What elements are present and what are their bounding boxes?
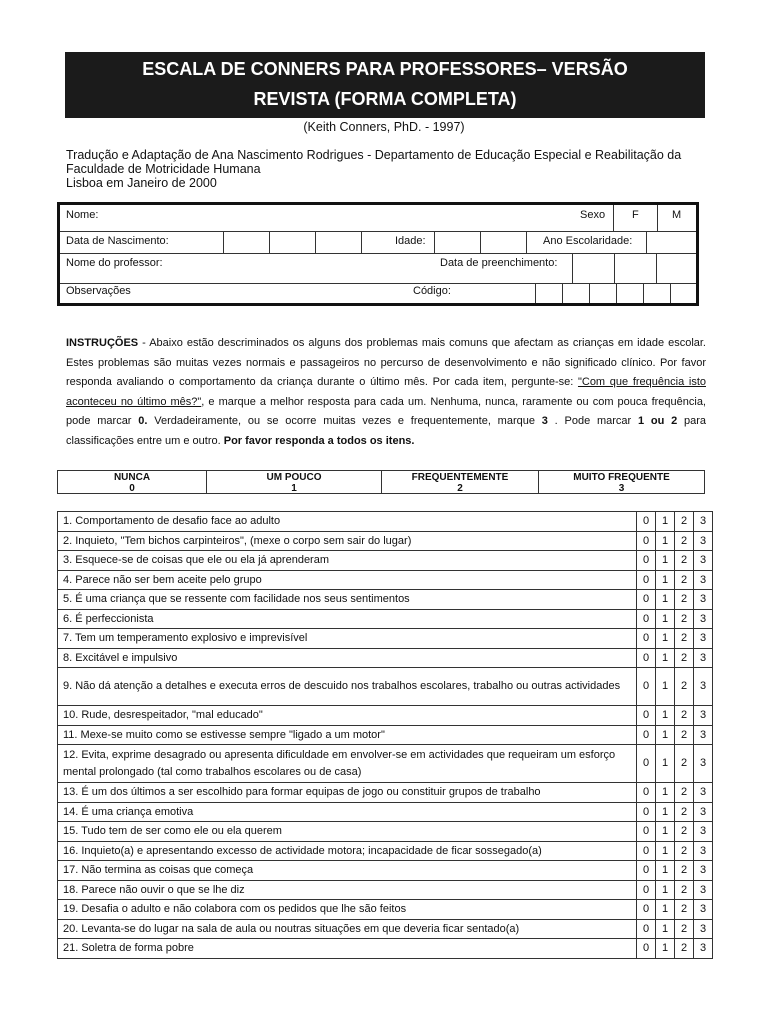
rating-option-1[interactable]: 1 bbox=[656, 551, 675, 571]
title-line-1: ESCALA DE CONNERS PARA PROFESSORES– VERSÃO bbox=[142, 59, 628, 79]
table-row bbox=[58, 512, 713, 532]
scale-nunca: NUNCA 0 bbox=[58, 471, 207, 493]
table-row bbox=[58, 725, 713, 745]
rating-option-1[interactable]: 1 bbox=[656, 590, 675, 610]
translation-line-3: Lisboa em Janeiro de 2000 bbox=[66, 176, 217, 190]
rating-option-0[interactable]: 0 bbox=[637, 512, 656, 532]
nascimento-field-1[interactable] bbox=[223, 231, 270, 253]
rating-option-0[interactable]: 0 bbox=[637, 531, 656, 551]
item-text: 5. É uma criança que se ressente com facilidade nos seus sentimentos bbox=[58, 590, 637, 610]
table-row bbox=[58, 822, 713, 842]
rating-option-1[interactable]: 1 bbox=[656, 512, 675, 532]
table-row bbox=[58, 861, 713, 881]
table-row bbox=[58, 609, 713, 629]
rating-option-1[interactable]: 1 bbox=[656, 900, 675, 920]
rating-option-1[interactable]: 1 bbox=[656, 822, 675, 842]
rating-option-1[interactable]: 1 bbox=[656, 531, 675, 551]
item-text: 19. Desafia o adulto e não colabora com os pedidos que lhe são feitos bbox=[58, 900, 637, 920]
rating-option-2[interactable]: 2 bbox=[675, 570, 694, 590]
item-text: 13. É um dos últimos a ser escolhido para formar equipas de jogo ou constituir grupos de trabalho bbox=[58, 783, 637, 803]
rating-option-0[interactable]: 0 bbox=[637, 861, 656, 881]
rating-option-1[interactable]: 1 bbox=[656, 570, 675, 590]
item-text: 2. Inquieto, "Tem bichos carpinteiros", (mexe o corpo sem sair do lugar) bbox=[58, 531, 637, 551]
rating-option-3[interactable]: 3 bbox=[694, 900, 713, 920]
table-row bbox=[58, 841, 713, 861]
item-text: 12. Evita, exprime desagrado ou apresenta dificuldade em envolver-se em actividades que requeiram um esforço mental prolongado (tal como trabalhos escolares ou de casa) bbox=[58, 745, 637, 783]
rating-option-1[interactable]: 1 bbox=[656, 609, 675, 629]
rating-option-0[interactable]: 0 bbox=[637, 900, 656, 920]
rating-option-3[interactable]: 3 bbox=[694, 802, 713, 822]
scale-muito-frequente: MUITO FREQUENTE 3 bbox=[573, 472, 670, 494]
codigo-field-1[interactable] bbox=[535, 283, 563, 303]
rating-option-1[interactable]: 1 bbox=[656, 919, 675, 939]
rating-option-3[interactable]: 3 bbox=[694, 841, 713, 861]
rating-option-1[interactable]: 1 bbox=[656, 745, 675, 783]
table-row bbox=[58, 668, 713, 706]
table-row bbox=[58, 706, 713, 726]
rating-option-3[interactable]: 3 bbox=[694, 822, 713, 842]
rating-option-2[interactable]: 2 bbox=[675, 512, 694, 532]
item-text: 20. Levanta-se do lugar na sala de aula ou noutras situações em que deveria ficar sentado(a) bbox=[58, 919, 637, 939]
rating-option-3[interactable]: 3 bbox=[694, 590, 713, 610]
item-text: 21. Soletra de forma pobre bbox=[58, 939, 637, 959]
table-row bbox=[58, 939, 713, 959]
idade-label: Idade: bbox=[395, 235, 426, 247]
rating-option-2[interactable]: 2 bbox=[675, 648, 694, 668]
rating-option-3[interactable]: 3 bbox=[694, 531, 713, 551]
rating-option-2[interactable]: 2 bbox=[675, 668, 694, 706]
nascimento-field-2[interactable] bbox=[269, 231, 316, 253]
rating-option-0[interactable]: 0 bbox=[637, 783, 656, 803]
form-row-professor bbox=[60, 253, 696, 284]
ano-escolaridade-field[interactable] bbox=[646, 231, 700, 253]
rating-option-3[interactable]: 3 bbox=[694, 745, 713, 783]
rating-option-0[interactable]: 0 bbox=[637, 745, 656, 783]
item-text: 16. Inquieto(a) e apresentando excesso de actividade motora; incapacidade de ficar sossegado(a) bbox=[58, 841, 637, 861]
rating-option-0[interactable]: 0 bbox=[637, 648, 656, 668]
rating-option-0[interactable]: 0 bbox=[637, 880, 656, 900]
item-text: 4. Parece não ser bem aceite pelo grupo bbox=[58, 570, 637, 590]
rating-option-1[interactable]: 1 bbox=[656, 880, 675, 900]
rating-option-3[interactable]: 3 bbox=[694, 706, 713, 726]
rating-scale-legend bbox=[57, 470, 705, 494]
item-text: 14. É uma criança emotiva bbox=[58, 802, 637, 822]
table-row bbox=[58, 900, 713, 920]
rating-option-2[interactable]: 2 bbox=[675, 919, 694, 939]
rating-option-1[interactable]: 1 bbox=[656, 668, 675, 706]
rating-option-2[interactable]: 2 bbox=[675, 939, 694, 959]
rating-option-3[interactable]: 3 bbox=[694, 919, 713, 939]
scale-um-pouco: UM POUCO 1 bbox=[207, 471, 382, 493]
rating-option-2[interactable]: 2 bbox=[675, 822, 694, 842]
nome-label: Nome: bbox=[66, 209, 99, 221]
rating-option-0[interactable]: 0 bbox=[637, 841, 656, 861]
rating-option-2[interactable]: 2 bbox=[675, 802, 694, 822]
table-row bbox=[58, 531, 713, 551]
translation-line-1: Tradução e Adaptação de Ana Nascimento Rodrigues - Departamento de Educação Especial e Reabilitação da bbox=[66, 148, 682, 162]
rating-option-1[interactable]: 1 bbox=[656, 648, 675, 668]
rating-option-2[interactable]: 2 bbox=[675, 900, 694, 920]
codigo-field-2[interactable] bbox=[562, 283, 590, 303]
rating-option-1[interactable]: 1 bbox=[656, 725, 675, 745]
rating-option-0[interactable]: 0 bbox=[637, 725, 656, 745]
item-text: 8. Excitável e impulsivo bbox=[58, 648, 637, 668]
rating-option-2[interactable]: 2 bbox=[675, 841, 694, 861]
rating-option-2[interactable]: 2 bbox=[675, 609, 694, 629]
rating-option-2[interactable]: 2 bbox=[675, 531, 694, 551]
rating-option-0[interactable]: 0 bbox=[637, 570, 656, 590]
rating-option-2[interactable]: 2 bbox=[675, 725, 694, 745]
observacoes-label: Observações bbox=[66, 285, 131, 297]
rating-option-3[interactable]: 3 bbox=[694, 570, 713, 590]
rating-option-2[interactable]: 2 bbox=[675, 629, 694, 649]
item-text: 6. É perfeccionista bbox=[58, 609, 637, 629]
preenchimento-field-2[interactable] bbox=[614, 253, 657, 283]
identification-form bbox=[57, 202, 699, 306]
rating-option-2[interactable]: 2 bbox=[675, 745, 694, 783]
table-row bbox=[58, 919, 713, 939]
codigo-field-5[interactable] bbox=[643, 283, 671, 303]
rating-option-1[interactable]: 1 bbox=[656, 783, 675, 803]
author-credit: (Keith Conners, PhD. - 1997) bbox=[303, 120, 465, 134]
translation-line-2: Faculdade de Motricidade Humana bbox=[66, 162, 261, 176]
item-text: 3. Esquece-se de coisas que ele ou ela já aprenderam bbox=[58, 551, 637, 571]
rating-option-3[interactable]: 3 bbox=[694, 725, 713, 745]
rating-option-2[interactable]: 2 bbox=[675, 551, 694, 571]
rating-option-2[interactable]: 2 bbox=[675, 861, 694, 881]
form-row-nascimento bbox=[60, 231, 696, 254]
rating-option-3[interactable]: 3 bbox=[694, 551, 713, 571]
rating-option-0[interactable]: 0 bbox=[637, 629, 656, 649]
table-row bbox=[58, 880, 713, 900]
rating-option-2[interactable]: 2 bbox=[675, 783, 694, 803]
table-row bbox=[58, 783, 713, 803]
rating-option-3[interactable]: 3 bbox=[694, 668, 713, 706]
item-text: 15. Tudo tem de ser como ele ou ela querem bbox=[58, 822, 637, 842]
title-line-2: REVISTA (FORMA COMPLETA) bbox=[253, 89, 517, 109]
preenchimento-field-3[interactable] bbox=[656, 253, 700, 283]
codigo-field-6[interactable] bbox=[670, 283, 700, 303]
rating-option-1[interactable]: 1 bbox=[656, 939, 675, 959]
form-row-nome bbox=[60, 205, 696, 232]
rating-option-0[interactable]: 0 bbox=[637, 802, 656, 822]
rating-option-0[interactable]: 0 bbox=[637, 590, 656, 610]
nome-professor-label: Nome do professor: bbox=[66, 257, 163, 269]
item-text: 7. Tem um temperamento explosivo e imprevisível bbox=[58, 629, 637, 649]
item-text: 9. Não dá atenção a detalhes e executa erros de descuido nos trabalhos escolares, trabalho ou outras actividades bbox=[58, 668, 637, 706]
instructions-paragraph: INSTRUÇÕES - Abaixo estão descriminados os alguns dos problemas mais comuns que afectam as crianças em idade escolar. Estes problemas são muitas vezes normais e passageiros no percurso de desenvolvimento e não significado clínico. Por favor responda avaliando o comportamento da criança durante o último mês. Por cada item, pergunte-se: "Com que frequência isto aconteceu no último mês?", e marque a melhor resposta para cada um. Nenhuma, nunca, raramente ou com pouca frequência, pode marcar 0. Verdadeiramente, ou se ocorre muitas vezes e frequentemente, marque 3 . Pode marcar 1 ou 2 para classificações entre um e outro. Por favor responda a todos os itens. bbox=[66, 337, 707, 447]
preenchimento-field-1[interactable] bbox=[572, 253, 615, 283]
rating-option-3[interactable]: 3 bbox=[694, 512, 713, 532]
table-row bbox=[58, 745, 713, 783]
scale-frequentemente: FREQUENTEMENTE 2 bbox=[382, 471, 539, 493]
table-row bbox=[58, 551, 713, 571]
idade-field-2[interactable] bbox=[480, 231, 527, 253]
item-text: 17. Não termina as coisas que começa bbox=[58, 861, 637, 881]
sexo-label: Sexo bbox=[580, 209, 606, 221]
document-title bbox=[65, 52, 705, 118]
rating-option-0[interactable]: 0 bbox=[637, 609, 656, 629]
rating-option-0[interactable]: 0 bbox=[637, 551, 656, 571]
rating-option-0[interactable]: 0 bbox=[637, 822, 656, 842]
table-row bbox=[58, 648, 713, 668]
rating-option-2[interactable]: 2 bbox=[675, 880, 694, 900]
rating-option-1[interactable]: 1 bbox=[656, 706, 675, 726]
form-row-observacoes bbox=[60, 283, 696, 303]
table-row bbox=[58, 802, 713, 822]
rating-option-0[interactable]: 0 bbox=[637, 919, 656, 939]
codigo-field-3[interactable] bbox=[589, 283, 617, 303]
item-text: 18. Parece não ouvir o que se lhe diz bbox=[58, 880, 637, 900]
rating-option-3[interactable]: 3 bbox=[694, 609, 713, 629]
table-row bbox=[58, 570, 713, 590]
rating-option-0[interactable]: 0 bbox=[637, 939, 656, 959]
items-table bbox=[57, 511, 713, 959]
rating-option-1[interactable]: 1 bbox=[656, 802, 675, 822]
data-preenchimento-label: Data de preenchimento: bbox=[440, 257, 558, 269]
table-row bbox=[58, 629, 713, 649]
codigo-field-4[interactable] bbox=[616, 283, 644, 303]
rating-option-0[interactable]: 0 bbox=[637, 706, 656, 726]
translation-credit bbox=[66, 148, 726, 190]
item-text: 1. Comportamento de desafio face ao adulto bbox=[58, 512, 637, 532]
rating-option-3[interactable]: 3 bbox=[694, 861, 713, 881]
sexo-f-box[interactable]: F bbox=[613, 205, 658, 231]
rating-option-3[interactable]: 3 bbox=[694, 939, 713, 959]
rating-option-3[interactable]: 3 bbox=[694, 783, 713, 803]
codigo-label: Código: bbox=[413, 285, 451, 297]
rating-option-3[interactable]: 3 bbox=[694, 880, 713, 900]
nascimento-field-3[interactable] bbox=[315, 231, 362, 253]
rating-option-2[interactable]: 2 bbox=[675, 706, 694, 726]
item-text: 10. Rude, desrespeitador, "mal educado" bbox=[58, 706, 637, 726]
item-text: 11. Mexe-se muito como se estivesse sempre "ligado a um motor" bbox=[58, 725, 637, 745]
table-row bbox=[58, 590, 713, 610]
data-nascimento-label: Data de Nascimento: bbox=[66, 235, 169, 247]
rating-option-3[interactable]: 3 bbox=[694, 648, 713, 668]
rating-option-0[interactable]: 0 bbox=[637, 668, 656, 706]
rating-option-3[interactable]: 3 bbox=[694, 629, 713, 649]
idade-field-1[interactable] bbox=[434, 231, 481, 253]
ano-escolaridade-label: Ano Escolaridade: bbox=[543, 235, 633, 247]
rating-option-2[interactable]: 2 bbox=[675, 590, 694, 610]
rating-option-1[interactable]: 1 bbox=[656, 861, 675, 881]
sexo-m-box[interactable]: M bbox=[657, 205, 700, 231]
rating-option-1[interactable]: 1 bbox=[656, 629, 675, 649]
rating-option-1[interactable]: 1 bbox=[656, 841, 675, 861]
